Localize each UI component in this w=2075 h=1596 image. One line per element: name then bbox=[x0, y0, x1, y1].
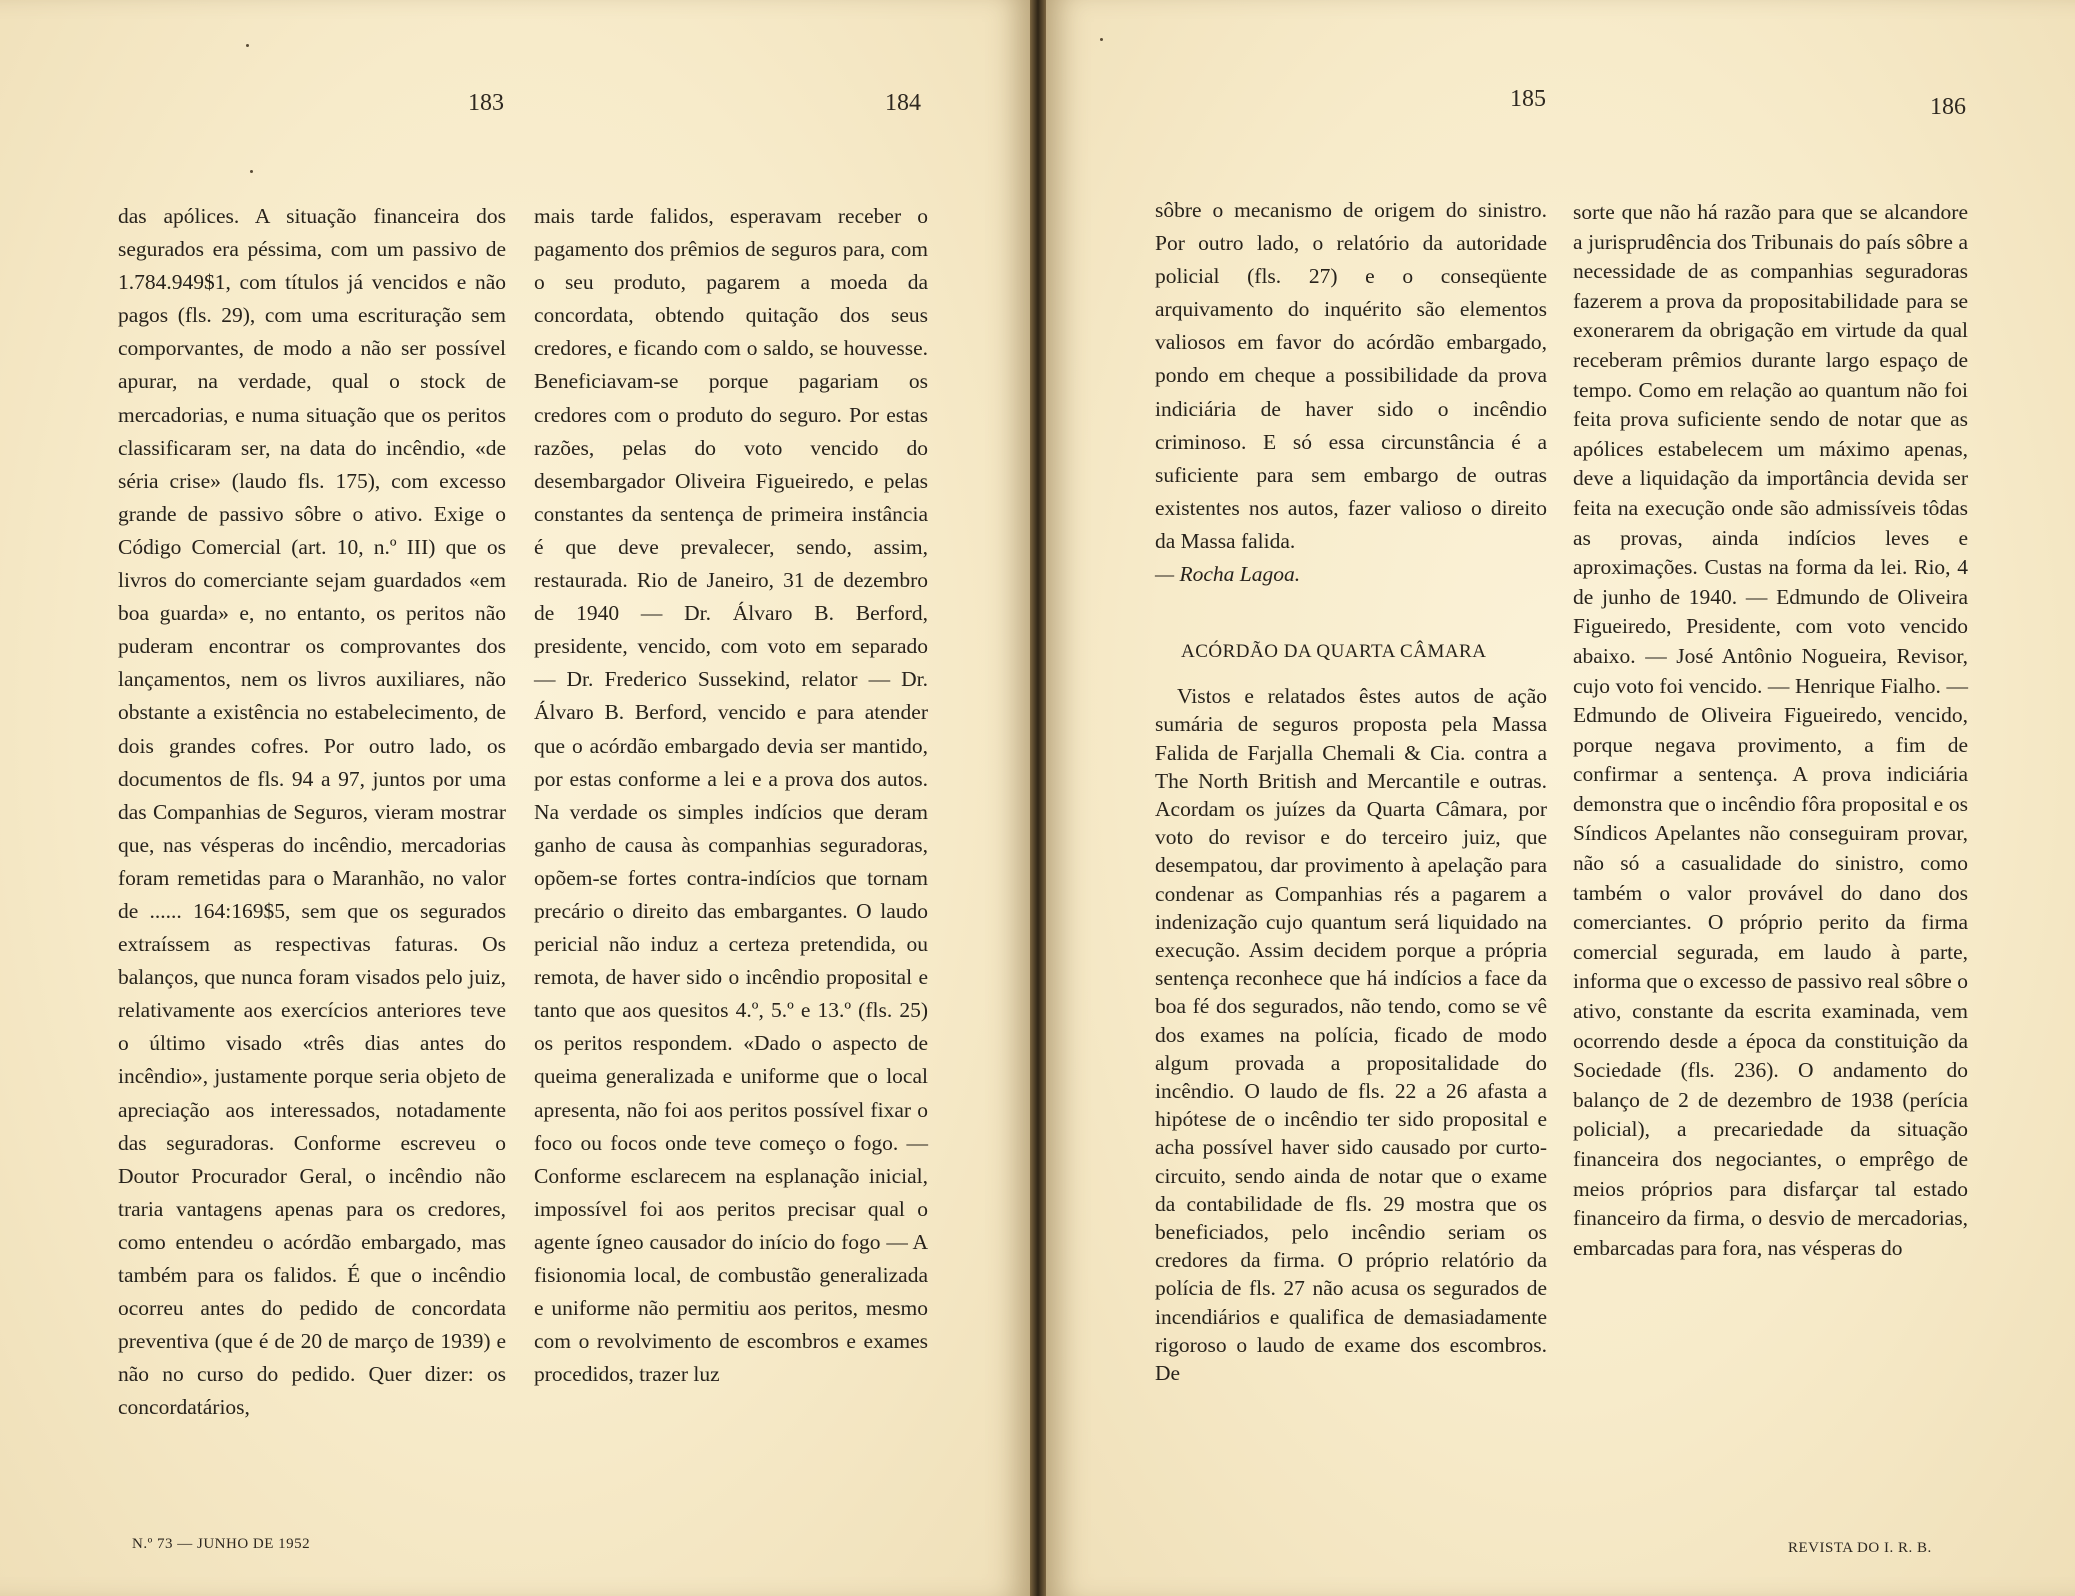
signature-line: — Rocha Lagoa. bbox=[1155, 562, 1301, 587]
book-gutter bbox=[1030, 0, 1046, 1596]
paper-speck bbox=[1100, 38, 1103, 41]
paragraph: sorte que não há razão para que se alcandore a jurisprudência dos Tribunais do país sôbre a necessidade de as companhias seguradoras fazerem a prova da propositabilidade para se exonerarem da obrigação em virtude da qual receberam prêmios durante largo espaço de tempo. Como em relação ao quantum não foi feita prova suficiente sendo de notar que as apólices estabelecem um máximo apenas, deve a liquidação da importância devida ser feita na execução onde são admissíveis tôdas as provas, ainda indícios leves e aproximações. Custas na forma da lei. Rio, 4 de junho de 1940. — Edmundo de Oliveira Figueiredo, Presidente, com voto vencido abaixo. — José Antônio Nogueira, Revisor, cujo voto foi vencido. — Henrique Fialho. — Edmundo de Oliveira Figueiredo, vencido, porque negava provimento, a fim de confirmar a sentença. A prova indiciária demonstra que o incêndio fôra proposital e os Síndicos Apelantes não conseguiram provar, não só a casualidade do sinistro, como também o valor provável do dano dos comerciantes. O próprio perito da firma comercial segurada, em laudo à parte, informa que o excesso de passivo real sôbre o ativo, constante da escrita examinada, vem ocorrendo desde a época da constituição da Sociedade (fls. 236). O andamento do balanço de 2 de dezembro de 1938 (perícia policial), a precariedade da situação financeira dos negociantes, o emprêgo de meios próprios para disfarçar tal estado financeiro da firma, o desvio de mercadorias, embarcadas para fora, nas vésperas do bbox=[1573, 200, 1968, 1260]
footer-issue: N.º 73 — JUNHO DE 1952 bbox=[132, 1536, 311, 1552]
paragraph: Vistos e relatados êstes autos de ação sumária de seguros proposta pela Massa Falida de Farjalla Chemali & Cia. contra a The North British and Mercantile e outras. Acordam os juízes da Quarta Câmara, por voto do revisor e do terceiro juiz, que desempatou, dar provimento à apelação para condenar as Companhias rés a pagarem a indenização cujo quantum será liquidado na execução. Assim decidem porque a própria sentença reconhece que há indícios a face da boa fé dos segurados, não tendo, como se vê dos exames na polícia, ficado de modo algum provada a propositalidade do incêndio. O laudo de fls. 22 a 26 afasta a hipótese de o incêndio ter sido proposital e acha possível haver sido causado por curto-circuito, sendo ainda de notar que o exame da contabilidade de fls. 29 mostra que os beneficiados, pelo incêndio seriam os credores da firma. O próprio relatório da polícia de fls. 27 não acusa os segurados de incendiários e qualifica de demasiadamente rigoroso o laudo de exame dos escombros. De bbox=[1155, 684, 1547, 1386]
text-column-183 bbox=[118, 200, 506, 1424]
paragraph: das apólices. A situação financeira dos segurados era péssima, com um passivo de 1.784.949$1, com títulos já vencidos e não pagos (fls. 29), com uma escrituração sem comporvantes, de modo a não ser possível apurar, na verdade, qual o stock de mercadorias, e numa situação que os peritos classificaram ser, na data do incêndio, «de séria crise» (laudo fls. 175), com excesso grande de passivo sôbre o ativo. Exige o Código Comercial (art. 10, n.º III) que os livros do comerciante sejam guardados «em boa guarda» e, no entanto, os peritos não puderam encontrar os comprovantes dos lançamentos, nem os livros auxiliares, não obstante a existência no estabelecimento, de dois grandes cofres. Por outro lado, os documentos de fls. 94 a 97, juntos por uma das Companhias de Seguros, vieram mostrar que, nas vésperas do incêndio, mercadorias foram remetidas para o Maranhão, no valor de ...... 164:169$5, sem que os segurados extraíssem as respectivas faturas. Os balanços, que nunca foram visados pelo juiz, relativamente aos exercícios anteriores teve o último visado «três dias antes do incêndio», justamente porque seria objeto de apreciação aos interessados, notadamente das seguradoras. Conforme escreveu o Doutor Procurador Geral, o incêndio não traria vantagens apenas para os credores, como entendeu o acórdão embargado, mas também para os falidos. É que o incêndio ocorreu antes do pedido de concordata preventiva (que é de 20 de março de 1939) e não no curso do pedido. Quer dizer: os concordatários, bbox=[118, 204, 506, 1420]
paragraph: mais tarde falidos, esperavam receber o pagamento dos prêmios de seguros para, com o seu produto, pagarem a moeda da concordata, obtendo quitação dos seus credores, e ficando com o saldo, se houvesse. Beneficiavam-se porque pagariam os credores com o produto do seguro. Por estas razões, pelas do voto vencido do desembargador Oliveira Figueiredo, e pelas constantes da sentença de primeira instância é que deve prevalecer, sendo, assim, restaurada. Rio de Janeiro, 31 de dezembro de 1940 — Dr. Álvaro B. Berford, presidente, vencido, com voto em separado — Dr. Frederico Sussekind, relator — Dr. Álvaro B. Berford, vencido e para atender que o acórdão embargado devia ser mantido, por estas conforme a lei e a prova dos autos. Na verdade os simples indícios que deram ganho de causa às companhias seguradoras, opõem-se fortes contra-indícios que tornam precário o direito das embargantes. O laudo pericial não induz a certeza pretendida, ou remota, de haver sido o incêndio proposital e tanto que aos quesitos 4.º, 5.º e 13.º (fls. 25) os peritos respondem. «Dado o aspecto de queima generalizada e uniforme que o local apresenta, não foi aos peritos possível fixar o foco ou focos onde teve começo o fogo. — Conforme esclarecem na esplanação inicial, impossível foi aos peritos precisar qual o agente ígneo causador do início do fogo — A fisionomia local, de combustão generalizada e uniforme não permitiu aos peritos, mesmo com o revolvimento de escombros e exames procedidos, trazer luz bbox=[534, 204, 928, 1387]
page-number-186: 186 bbox=[1930, 94, 1966, 120]
paper-speck bbox=[246, 44, 249, 47]
page-number-185: 185 bbox=[1510, 86, 1546, 112]
footer-journal: REVISTA DO I. R. B. bbox=[1788, 1540, 1932, 1556]
section-heading: ACÓRDÃO DA QUARTA CÂMARA bbox=[1181, 641, 1487, 663]
paper-speck bbox=[250, 170, 253, 173]
text-column-186 bbox=[1573, 198, 1968, 1263]
text-column-184 bbox=[534, 200, 928, 1391]
page-number-183: 183 bbox=[468, 90, 504, 116]
page-number-184: 184 bbox=[885, 90, 921, 116]
paragraph: sôbre o mecanismo de origem do sinistro. Por outro lado, o relatório da autoridade policial (fls. 27) e o conseqüente arquivamento do inquérito são elementos valiosos em favor do acórdão embargado, pondo em cheque a possibilidade da prova indiciária de haver sido o incêndio criminoso. E só essa circunstância é a suficiente para sem embargo de outras existentes nos autos, fazer valioso o direito da Massa falida. bbox=[1155, 198, 1547, 553]
text-column-185 bbox=[1155, 194, 1547, 1387]
